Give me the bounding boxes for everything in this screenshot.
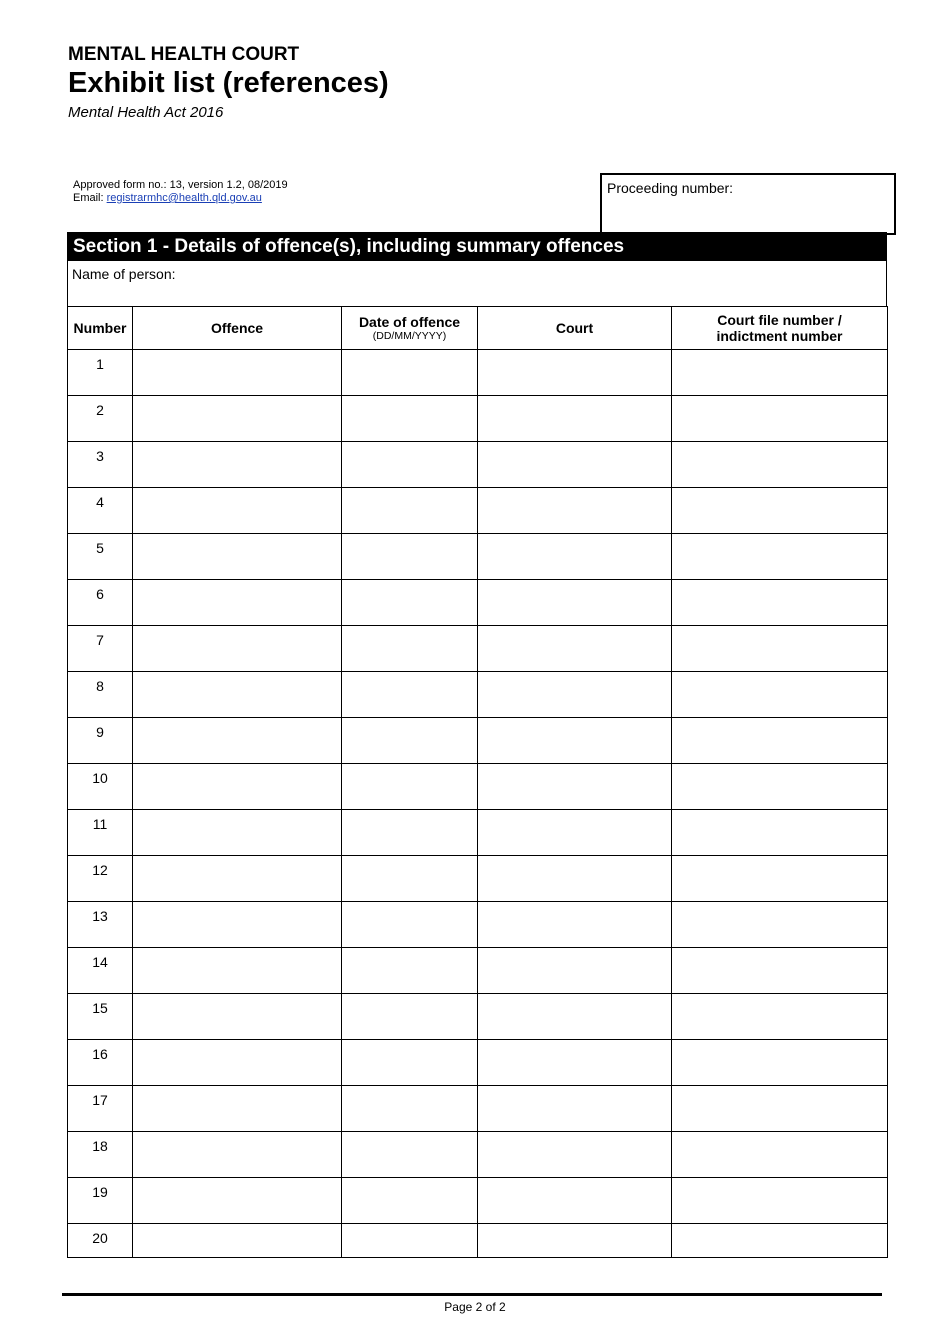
row-number: 16	[68, 1040, 133, 1086]
court-cell[interactable]	[478, 672, 672, 718]
file-number-cell[interactable]	[672, 810, 888, 856]
date-cell[interactable]	[342, 488, 478, 534]
date-cell[interactable]	[342, 948, 478, 994]
court-cell[interactable]	[478, 948, 672, 994]
row-number: 1	[68, 350, 133, 396]
court-cell[interactable]	[478, 626, 672, 672]
court-cell[interactable]	[478, 718, 672, 764]
email-line	[73, 192, 288, 205]
offence-cell[interactable]	[133, 718, 342, 764]
row-number: 10	[68, 764, 133, 810]
date-cell[interactable]	[342, 1178, 478, 1224]
offence-cell[interactable]	[133, 672, 342, 718]
offence-cell[interactable]	[133, 1040, 342, 1086]
row-number: 9	[68, 718, 133, 764]
table-row	[68, 672, 888, 718]
date-cell[interactable]	[342, 534, 478, 580]
row-number: 13	[68, 902, 133, 948]
court-cell[interactable]	[478, 994, 672, 1040]
date-cell[interactable]	[342, 902, 478, 948]
table-row	[68, 1086, 888, 1132]
offence-cell[interactable]	[133, 810, 342, 856]
date-cell[interactable]	[342, 672, 478, 718]
offence-cell[interactable]	[133, 350, 342, 396]
table-row	[68, 626, 888, 672]
date-cell[interactable]	[342, 442, 478, 488]
file-number-cell[interactable]	[672, 902, 888, 948]
file-number-header-line1: Court file number /	[717, 312, 842, 328]
row-number: 4	[68, 488, 133, 534]
table-row	[68, 856, 888, 902]
offence-cell[interactable]	[133, 1224, 342, 1258]
file-number-cell[interactable]	[672, 1086, 888, 1132]
court-cell[interactable]	[478, 1132, 672, 1178]
row-number: 8	[68, 672, 133, 718]
row-number: 11	[68, 810, 133, 856]
file-number-cell[interactable]	[672, 994, 888, 1040]
offence-cell[interactable]	[133, 488, 342, 534]
column-header-offence: Offence	[133, 307, 342, 350]
proceeding-number-label: Proceeding number:	[607, 180, 734, 196]
offence-cell[interactable]	[133, 580, 342, 626]
email-label: Email:	[73, 192, 107, 204]
name-of-person-field[interactable]	[67, 261, 887, 307]
table-header-row	[68, 307, 888, 350]
court-cell[interactable]	[478, 350, 672, 396]
file-number-cell[interactable]	[672, 488, 888, 534]
file-number-cell[interactable]	[672, 1040, 888, 1086]
row-number: 2	[68, 396, 133, 442]
court-cell[interactable]	[478, 1086, 672, 1132]
offence-cell[interactable]	[133, 994, 342, 1040]
file-number-cell[interactable]	[672, 396, 888, 442]
court-cell[interactable]	[478, 396, 672, 442]
column-header-file-number	[672, 307, 888, 350]
file-number-cell[interactable]	[672, 672, 888, 718]
file-number-cell[interactable]	[672, 1132, 888, 1178]
file-number-header-line2: indictment number	[716, 328, 843, 344]
court-cell[interactable]	[478, 534, 672, 580]
table-row	[68, 810, 888, 856]
proceeding-number-field[interactable]	[600, 173, 896, 235]
date-cell[interactable]	[342, 350, 478, 396]
date-cell[interactable]	[342, 718, 478, 764]
offence-cell[interactable]	[133, 856, 342, 902]
table-row	[68, 1040, 888, 1086]
table-row	[68, 1178, 888, 1224]
court-name: MENTAL HEALTH COURT	[68, 44, 300, 65]
offence-cell[interactable]	[133, 442, 342, 488]
row-number: 12	[68, 856, 133, 902]
date-cell[interactable]	[342, 810, 478, 856]
offences-table-body	[68, 350, 888, 1258]
date-cell[interactable]	[342, 396, 478, 442]
email-link[interactable]: registrarmhc@health.qld.gov.au	[106, 192, 262, 204]
row-number: 18	[68, 1132, 133, 1178]
table-row	[68, 534, 888, 580]
row-number: 3	[68, 442, 133, 488]
column-header-court: Court	[478, 307, 672, 350]
date-cell[interactable]	[342, 1086, 478, 1132]
court-cell[interactable]	[478, 856, 672, 902]
row-number: 14	[68, 948, 133, 994]
court-cell[interactable]	[478, 1040, 672, 1086]
offence-cell[interactable]	[133, 1086, 342, 1132]
offence-cell[interactable]	[133, 626, 342, 672]
file-number-cell[interactable]	[672, 442, 888, 488]
offence-cell[interactable]	[133, 396, 342, 442]
court-cell[interactable]	[478, 902, 672, 948]
offence-cell[interactable]	[133, 902, 342, 948]
section-1-header: Section 1 - Details of offence(s), including summary offences	[67, 232, 887, 261]
row-number: 19	[68, 1178, 133, 1224]
offences-table	[67, 306, 888, 1258]
date-cell[interactable]	[342, 764, 478, 810]
offence-cell[interactable]	[133, 1178, 342, 1224]
table-row	[68, 718, 888, 764]
footer-divider	[62, 1293, 882, 1296]
table-row	[68, 488, 888, 534]
table-row	[68, 902, 888, 948]
date-cell[interactable]	[342, 1040, 478, 1086]
act-name: Mental Health Act 2016	[68, 104, 224, 121]
date-cell[interactable]	[342, 580, 478, 626]
court-cell[interactable]	[478, 580, 672, 626]
date-header-label: Date of offence	[358, 313, 461, 330]
table-row	[68, 994, 888, 1040]
file-number-cell[interactable]	[672, 626, 888, 672]
date-format-hint: (DD/MM/YYYY)	[372, 329, 447, 342]
offence-cell[interactable]	[133, 948, 342, 994]
offence-cell[interactable]	[133, 764, 342, 810]
table-row	[68, 1132, 888, 1178]
column-header-date	[342, 307, 478, 350]
row-number: 15	[68, 994, 133, 1040]
date-cell[interactable]	[342, 856, 478, 902]
row-number: 5	[68, 534, 133, 580]
court-cell[interactable]	[478, 442, 672, 488]
file-number-cell[interactable]	[672, 764, 888, 810]
court-cell[interactable]	[478, 1224, 672, 1258]
table-row	[68, 350, 888, 396]
file-number-cell[interactable]	[672, 718, 888, 764]
name-of-person-label: Name of person:	[72, 266, 176, 282]
file-number-cell[interactable]	[672, 350, 888, 396]
table-row	[68, 396, 888, 442]
form-meta	[73, 179, 288, 205]
table-row	[68, 764, 888, 810]
file-number-cell[interactable]	[672, 580, 888, 626]
row-number: 7	[68, 626, 133, 672]
file-number-cell[interactable]	[672, 534, 888, 580]
file-number-cell[interactable]	[672, 948, 888, 994]
table-row	[68, 1224, 888, 1258]
court-cell[interactable]	[478, 1178, 672, 1224]
table-row	[68, 948, 888, 994]
table-row	[68, 580, 888, 626]
page-number: Page 2 of 2	[444, 1300, 506, 1314]
offence-cell[interactable]	[133, 534, 342, 580]
table-row	[68, 442, 888, 488]
row-number: 17	[68, 1086, 133, 1132]
court-cell[interactable]	[478, 488, 672, 534]
court-cell[interactable]	[478, 810, 672, 856]
approved-form-text: Approved form no.: 13, version 1.2, 08/2019	[73, 179, 288, 191]
date-cell[interactable]	[342, 626, 478, 672]
date-cell[interactable]	[342, 1132, 478, 1178]
date-cell[interactable]	[342, 994, 478, 1040]
form-title: Exhibit list (references)	[68, 67, 389, 99]
column-header-number: Number	[68, 307, 133, 350]
date-cell[interactable]	[342, 1224, 478, 1258]
row-number: 6	[68, 580, 133, 626]
court-cell[interactable]	[478, 764, 672, 810]
file-number-cell[interactable]	[672, 1178, 888, 1224]
file-number-cell[interactable]	[672, 1224, 888, 1258]
offence-cell[interactable]	[133, 1132, 342, 1178]
row-number: 20	[68, 1224, 133, 1258]
file-number-cell[interactable]	[672, 856, 888, 902]
